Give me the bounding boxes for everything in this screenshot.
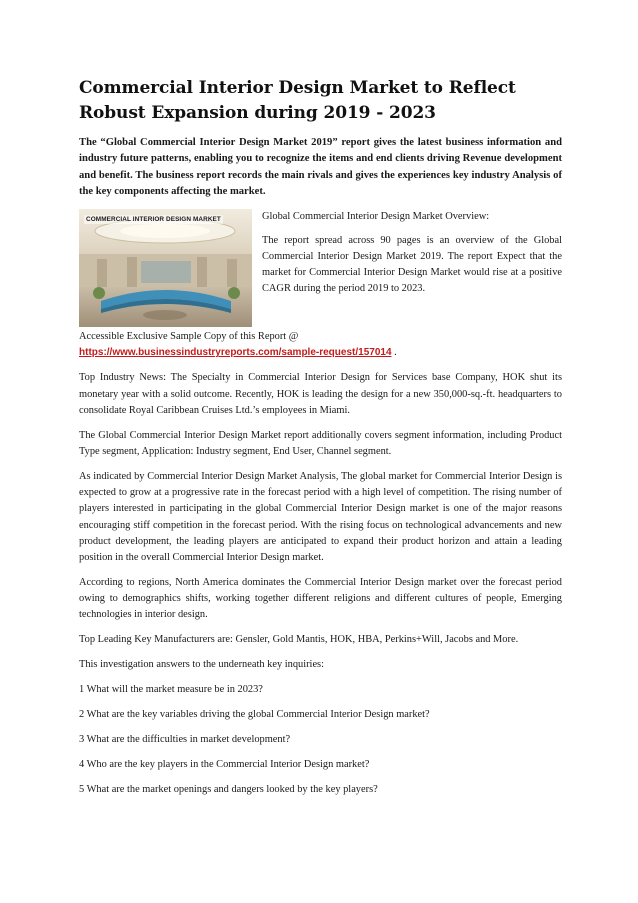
- body-text: [79, 329, 562, 798]
- question-item: 5 What are the market openings and dangers looked by the key players?: [79, 784, 378, 796]
- overview-column: [262, 209, 562, 305]
- overview-heading: Global Commercial Interior Design Market Overview:: [262, 211, 490, 223]
- interior-illustration: [79, 209, 252, 327]
- lead-paragraph: The “Global Commercial Interior Design Market 2019” report gives the latest business information and industry future patterns, enabling you to recognize the items and end clients driving Revenue development and benefit. The business report records the main rivals and gives the experiences key industry Analysis of the key components affecting the market.: [79, 137, 562, 197]
- question-item: 1 What will the market measure be in 2023?: [79, 684, 263, 696]
- figure-row: [79, 209, 562, 329]
- interior-design-image: [79, 209, 252, 327]
- industry-news-paragraph: Top Industry News: The Specialty in Commercial Interior Design for Services base Company, HOK shut its monetary year with a solid outcome. Recently, HOK is leading the design for a new 350,000-sq.-ft. headquarters to consolidate Royal Caribbean Cruises Ltd.’s employees in Miami.: [79, 372, 562, 416]
- manufacturers-paragraph: Top Leading Key Manufacturers are: Gensler, Gold Mantis, HOK, HBA, Perkins+Will, Jacobs and More.: [79, 634, 519, 646]
- analysis-paragraph: As indicated by Commercial Interior Design Market Analysis, The global market for Commercial Interior Design is expected to grow at a progressive rate in the forecast period with a high level of competition. The rising number of players interested in participating in the global Commercial Interior Design market is one of the major reasons encouraging stiff competition in the forecast period. With the rising focus on technological advancements and new product development, the leading players are anticipated to expand their product horizon and attain a leading position in the overall Commercial Interior Design market.: [79, 471, 562, 564]
- sample-link-suffix: .: [391, 347, 397, 359]
- question-item: 4 Who are the key players in the Commercial Interior Design market?: [79, 759, 370, 771]
- sample-copy-paragraph: [79, 329, 562, 361]
- inquiries-intro: This investigation answers to the underneath key inquiries:: [79, 659, 324, 671]
- image-caption: COMMERCIAL INTERIOR DESIGN MARKET: [86, 216, 221, 224]
- question-item: 3 What are the difficulties in market development?: [79, 734, 291, 746]
- page-title: Commercial Interior Design Market to Reflect Robust Expansion during 2019 - 2023: [79, 78, 516, 123]
- document-page: [79, 76, 562, 807]
- overview-text: The report spread across 90 pages is an overview of the Global Commercial Interior Design Market 2019. The report Expect that the market for Commercial Interior Design Market would rise at a positive CAGR during the period 2019 to 2023.: [262, 235, 562, 295]
- question-item: 2 What are the key variables driving the global Commercial Interior Design market?: [79, 709, 430, 721]
- sample-label: Accessible Exclusive Sample Copy of this Report @: [79, 331, 299, 343]
- sample-request-link[interactable]: https://www.businessindustryreports.com/sample-request/157014: [79, 347, 392, 359]
- segment-paragraph: The Global Commercial Interior Design Market report additionally covers segment information, including Product Type segment, Application: Industry segment, End User, Channel segment.: [79, 429, 562, 457]
- regions-paragraph: According to regions, North America dominates the Commercial Interior Design market over the forecast period owing to demographics shifts, working together different religions and different cultures of people, Emerging technologies in interior design.: [79, 577, 562, 621]
